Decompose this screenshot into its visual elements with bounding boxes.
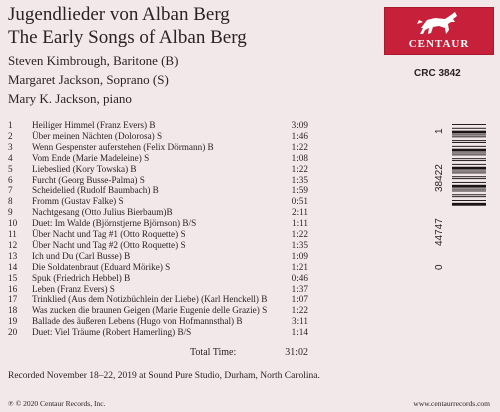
barcode-bar — [452, 149, 486, 152]
track-number: 4 — [8, 152, 13, 163]
track-number: 9 — [8, 207, 13, 218]
barcode-bar — [452, 189, 486, 190]
barcode-bar — [452, 134, 486, 135]
barcode-bar — [452, 196, 486, 197]
barcode — [436, 120, 488, 280]
track-title: Über Nacht und Tag #1 (Otto Roquette) S — [32, 229, 186, 239]
track-row — [8, 164, 308, 175]
track-title: Duet: Im Walde (Björnstjerne Björnson) B/S — [32, 218, 197, 229]
track-number: 18 — [8, 305, 18, 316]
track-row — [8, 207, 308, 218]
track-row — [8, 294, 308, 305]
barcode-bar — [452, 164, 486, 165]
track-row — [8, 240, 308, 251]
track-duration: 1:22 — [291, 163, 308, 174]
barcode-digit-group: 38422 — [434, 164, 445, 192]
track-row — [8, 316, 308, 327]
centaur-horse-icon — [415, 10, 463, 36]
barcode-bar — [452, 200, 486, 201]
barcode-digit-group: 44747 — [434, 218, 445, 246]
track-number: 19 — [8, 316, 18, 327]
track-number: 20 — [8, 327, 18, 338]
track-row — [8, 131, 308, 142]
track-number: 7 — [8, 185, 13, 196]
track-row — [8, 327, 308, 338]
barcode-bar — [452, 182, 486, 183]
track-title: Wenn Gespenster auferstehen (Felix Dörmann) B — [32, 141, 214, 152]
track-duration: 1:37 — [291, 283, 308, 294]
track-title: Liebeslied (Kory Towska) B — [32, 163, 137, 174]
barcode-bar — [452, 153, 486, 154]
logo-text: CENTAUR — [408, 38, 470, 50]
track-row — [8, 251, 308, 262]
barcode-bar — [452, 171, 486, 172]
track-duration: 1:11 — [292, 218, 308, 229]
track-duration: 1:46 — [291, 130, 308, 141]
title-english: The Early Songs of Alban Berg — [8, 27, 247, 48]
track-title: Über meinen Nächten (Dolorosa) S — [32, 130, 163, 141]
barcode-bar — [452, 167, 486, 170]
copyright: ℗ © 2020 Centaur Records, Inc. — [8, 399, 106, 408]
track-title: Spuk (Friedrich Hebbel) B — [32, 272, 131, 283]
barcode-bar — [452, 185, 486, 188]
track-duration: 3:09 — [291, 120, 308, 130]
track-duration: 1:59 — [291, 185, 308, 196]
track-row — [8, 229, 308, 240]
track-title: Was zucken die braunen Geigen (Marie Eugenie delle Grazie) S — [32, 305, 268, 316]
track-duration: 1:35 — [291, 174, 308, 185]
track-row — [8, 284, 308, 295]
track-row — [8, 273, 308, 284]
barcode-bar — [452, 154, 486, 155]
track-duration: 1:07 — [291, 294, 308, 305]
barcode-digit-group: 1 — [434, 128, 445, 134]
track-number: 15 — [8, 272, 18, 283]
barcode-bar — [452, 136, 486, 137]
track-number: 17 — [8, 294, 18, 305]
track-number: 5 — [8, 163, 13, 174]
track-duration: 1:21 — [291, 261, 308, 272]
performer-piano: Mary K. Jackson, piano — [8, 91, 132, 106]
track-duration: 1:09 — [291, 250, 308, 261]
track-title: Furcht (Georg Busse-Palma) S — [32, 174, 145, 185]
recording-info: Recorded November 18–22, 2019 at Sound Pure Studio, Durham, North Carolina. — [8, 371, 320, 381]
barcode-bar — [452, 142, 486, 143]
track-title: Vom Ende (Marie Madeleine) S — [32, 152, 150, 163]
track-number: 3 — [8, 141, 13, 152]
track-row — [8, 305, 308, 316]
track-number: 11 — [8, 229, 17, 239]
track-title: Ich und Du (Carl Busse) B — [32, 250, 131, 261]
track-title: Nachtgesang (Otto Julius Bierbaum)B — [32, 207, 173, 218]
website-url: www.centaurrecords.com — [413, 399, 490, 408]
track-row — [8, 142, 308, 153]
track-row — [8, 185, 308, 196]
barcode-bar — [452, 178, 486, 179]
barcode-bar — [452, 176, 486, 177]
track-duration: 1:14 — [291, 327, 308, 338]
track-number: 16 — [8, 283, 18, 294]
track-duration: 2:11 — [292, 207, 308, 218]
track-duration: 0:46 — [291, 272, 308, 283]
track-duration: 1:22 — [291, 229, 308, 239]
barcode-bar — [452, 194, 486, 195]
barcode-bar — [452, 124, 486, 125]
title-german: Jugendlieder von Alban Berg — [8, 4, 230, 25]
barcode-bar — [452, 128, 486, 129]
barcode-bar — [452, 203, 486, 206]
track-duration: 1:22 — [291, 141, 308, 152]
track-title: Heiliger Himmel (Franz Evers) B — [32, 120, 156, 130]
performer-soprano: Margaret Jackson, Soprano (S) — [8, 72, 169, 87]
barcode-bar — [452, 172, 486, 173]
track-title: Über Nacht und Tag #2 (Otto Roquette) S — [32, 239, 186, 250]
track-title: Scheidelied (Rudolf Baumbach) B — [32, 185, 159, 196]
barcode-digit-group: 0 — [434, 264, 445, 270]
track-number: 6 — [8, 174, 13, 185]
track-title: Duet: Viel Träume (Robert Hamerling) B/S — [32, 327, 192, 338]
track-title: Ballade des äußeren Lebens (Hugo von Hofmannsthal) B — [32, 316, 243, 327]
total-time-value: 31:02 — [285, 347, 308, 358]
track-number: 8 — [8, 196, 13, 207]
track-number: 10 — [8, 218, 18, 229]
total-time-label: Total Time: — [190, 347, 237, 358]
barcode-bar — [452, 158, 486, 159]
track-number: 13 — [8, 250, 18, 261]
track-number: 2 — [8, 130, 13, 141]
track-row — [8, 175, 308, 186]
catalog-number: CRC 3842 — [414, 68, 461, 79]
centaur-logo — [384, 7, 494, 55]
track-row — [8, 262, 308, 273]
track-number: 14 — [8, 261, 18, 272]
track-row — [8, 153, 308, 164]
barcode-bar — [452, 191, 486, 192]
barcode-bar — [452, 160, 486, 161]
track-duration: 1:22 — [291, 305, 308, 316]
performer-baritone: Steven Kimbrough, Baritone (B) — [8, 53, 179, 68]
track-duration: 0:51 — [291, 196, 308, 207]
track-row — [8, 120, 308, 131]
barcode-bar — [452, 140, 486, 141]
track-title: Leben (Franz Evers) S — [32, 283, 115, 294]
track-title: Trinklied (Aus dem Notizbüchlein der Liebe) (Karl Henckell) B — [32, 294, 268, 305]
track-duration: 1:08 — [291, 152, 308, 163]
track-number: 1 — [8, 120, 13, 130]
barcode-bar — [452, 131, 486, 134]
track-title: Fromm (Gustav Falke) S — [32, 196, 124, 207]
track-number: 12 — [8, 239, 18, 250]
track-duration: 1:35 — [291, 239, 308, 250]
track-duration: 3:11 — [292, 316, 308, 327]
track-row — [8, 218, 308, 229]
track-row — [8, 196, 308, 207]
barcode-bar — [452, 146, 486, 147]
track-title: Die Soldatenbraut (Eduard Mörike) S — [32, 261, 171, 272]
